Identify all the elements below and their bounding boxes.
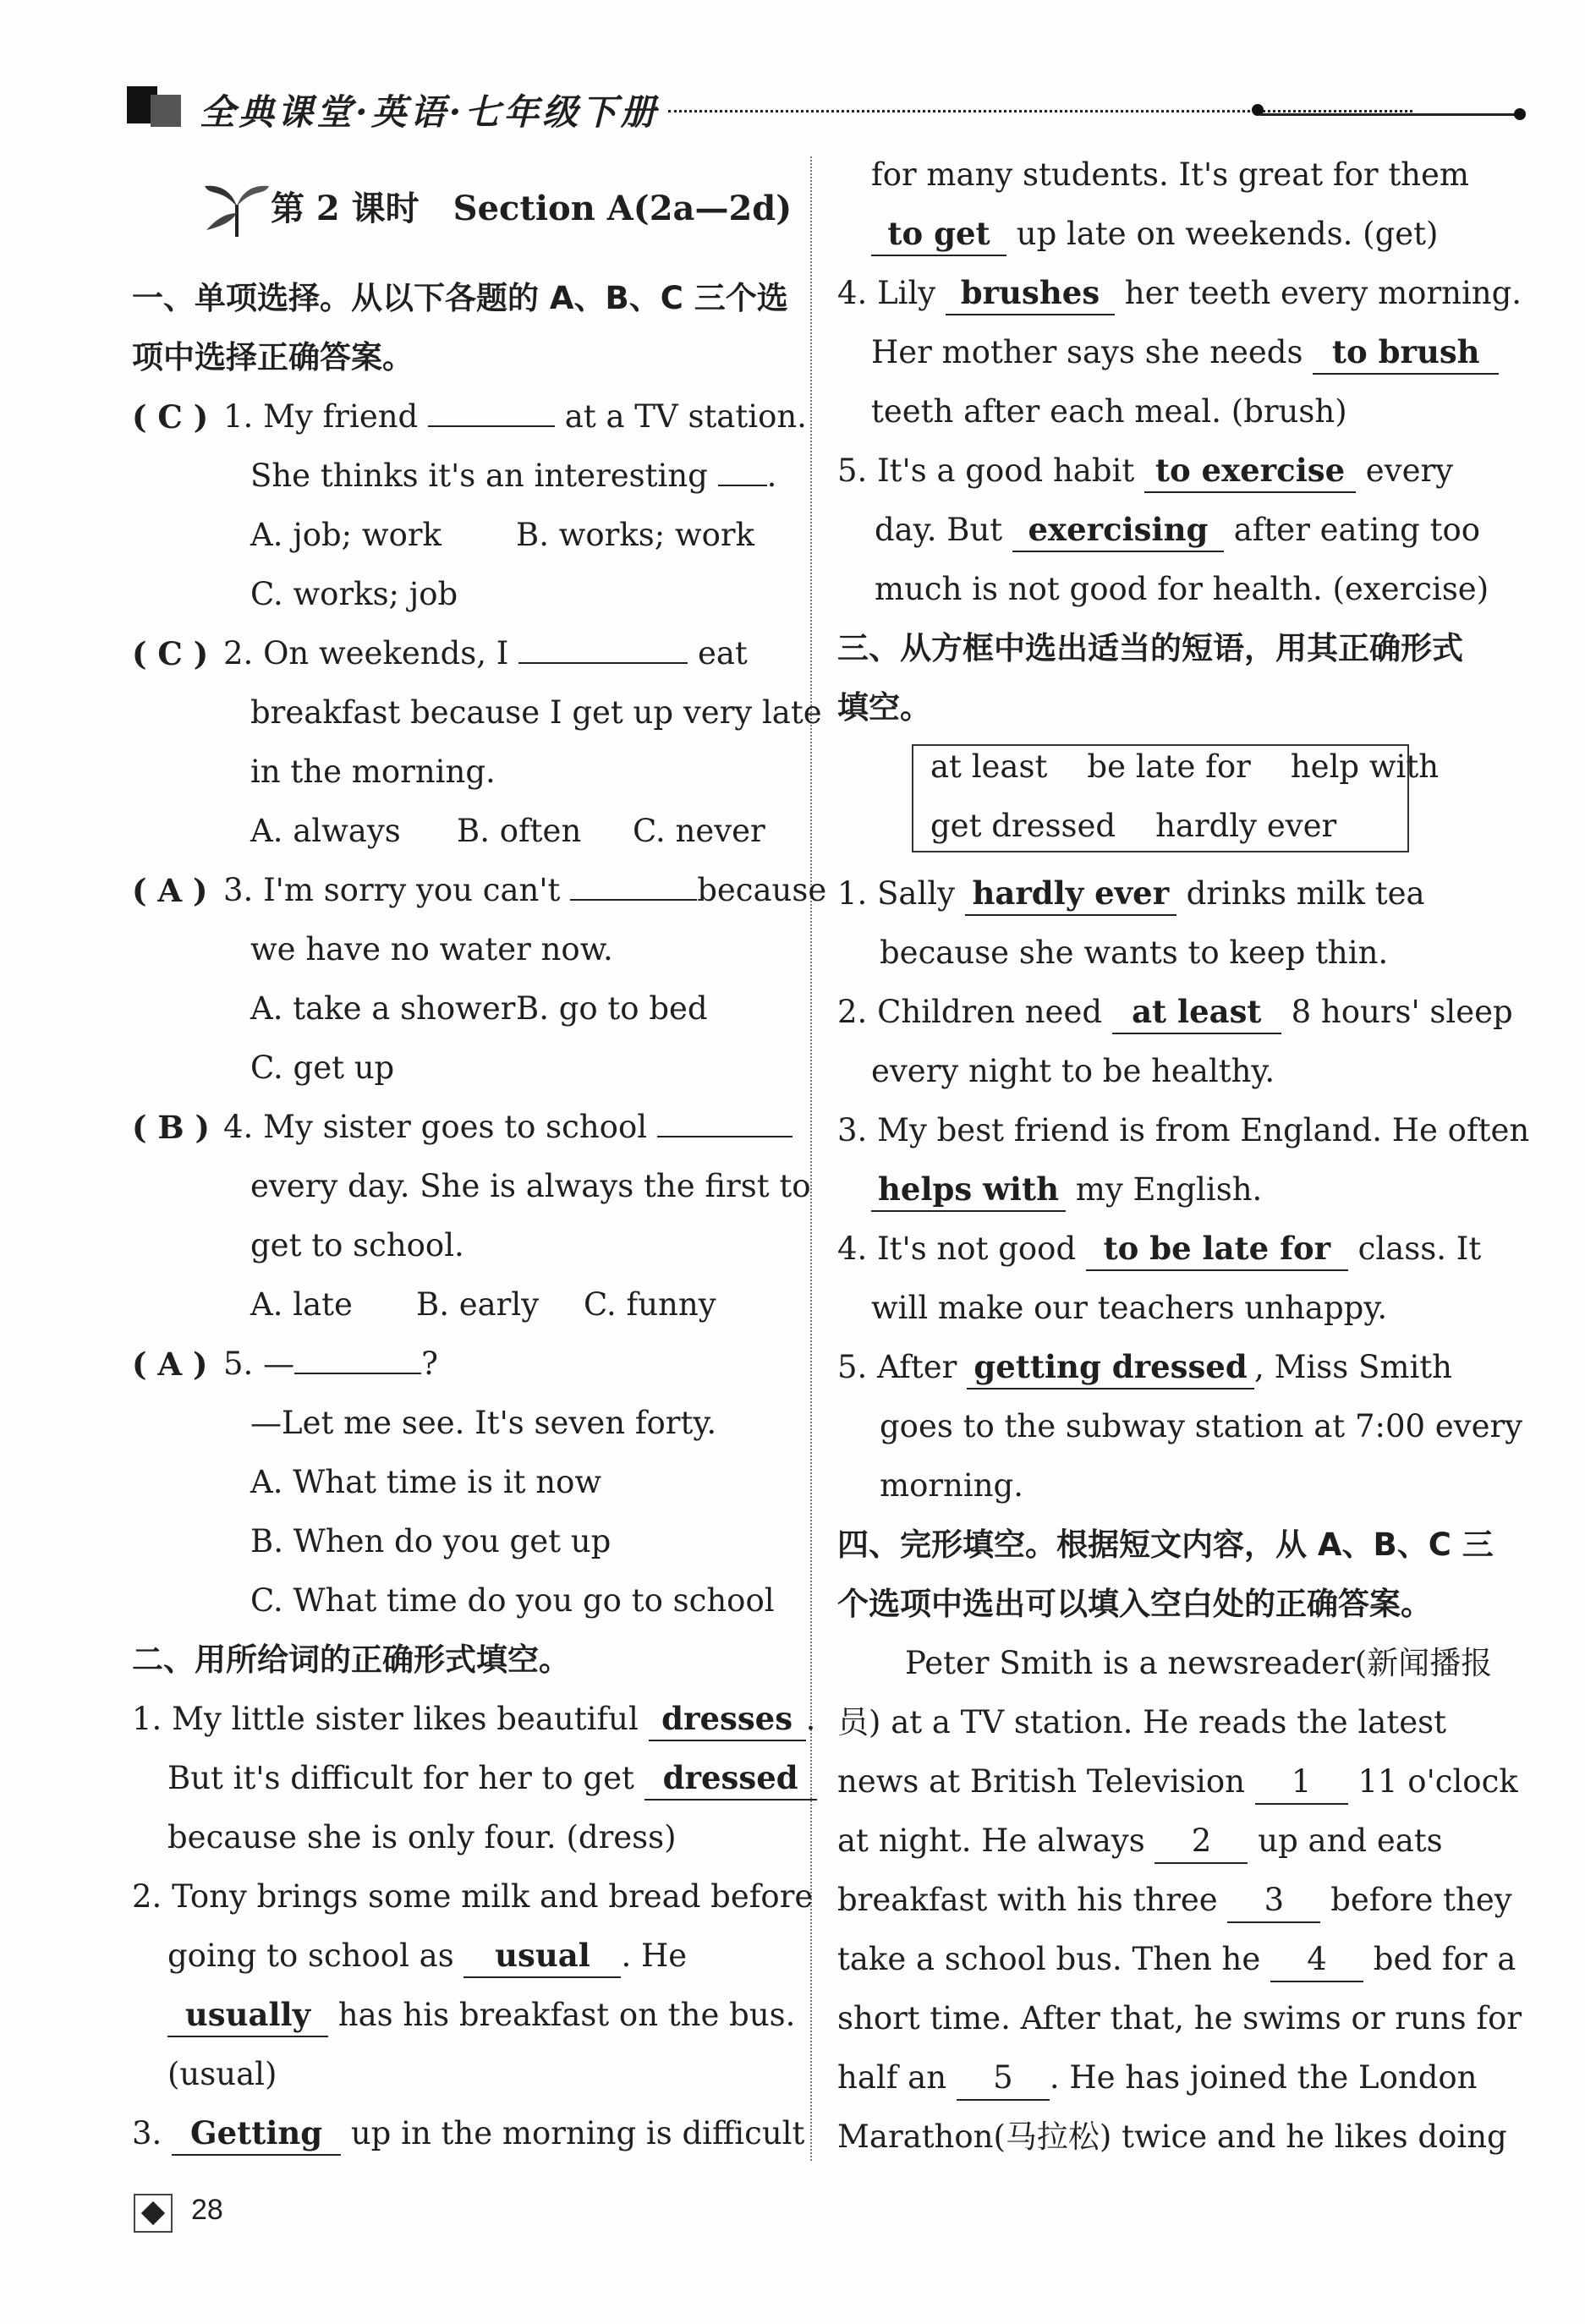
question-text: But it's difficult for her to get dressed bbox=[167, 1749, 817, 1808]
question-text: 2. Tony brings some milk and bread before bbox=[132, 1878, 814, 1915]
cloze-blank: 3 bbox=[1227, 1879, 1320, 1923]
question-text: 1. My friend at a TV station. bbox=[223, 398, 807, 435]
cloze-blank: 4 bbox=[1270, 1938, 1363, 1982]
passage-line: breakfast with his three 3 before they bbox=[837, 1871, 1512, 1930]
filled-answer: helps with bbox=[871, 1168, 1066, 1212]
phrase-row: at least be late for help with bbox=[930, 748, 1440, 785]
question-text: usually has his breakfast on the bus. bbox=[167, 1986, 795, 2045]
passage-line: at night. He always 2 up and eats bbox=[837, 1812, 1443, 1871]
section-heading: 三、从方框中选出适当的短语，用其正确形式 bbox=[837, 630, 1463, 666]
filled-answer: dressed bbox=[644, 1757, 817, 1801]
header-dotted-rule bbox=[668, 110, 1412, 112]
question-text: teeth after each meal. (brush) bbox=[871, 393, 1347, 430]
question-text: helps with my English. bbox=[871, 1160, 1262, 1220]
question-text: much is not good for health. (exercise) bbox=[875, 571, 1489, 607]
answer-mark: ( A ) bbox=[132, 872, 208, 909]
filled-answer: usual bbox=[463, 1934, 621, 1978]
header-logo-icon bbox=[127, 86, 181, 127]
question-text: because she is only four. (dress) bbox=[167, 1819, 677, 1855]
question-text: 3. I'm sorry you can't because bbox=[223, 872, 827, 908]
question-text: in the morning. bbox=[250, 754, 496, 790]
question-text: because she wants to keep thin. bbox=[880, 935, 1389, 971]
question-text: to get up late on weekends. (get) bbox=[871, 205, 1438, 264]
answer-mark: ( C ) bbox=[132, 398, 209, 436]
section-heading: 项中选择正确答案。 bbox=[132, 339, 414, 375]
option: C. get up bbox=[250, 1050, 395, 1086]
filled-answer: getting dressed bbox=[967, 1346, 1254, 1389]
filled-answer: Getting bbox=[172, 2112, 341, 2156]
answer-mark: ( A ) bbox=[132, 1346, 208, 1383]
passage-line: 员) at a TV station. He reads the latest bbox=[837, 1704, 1446, 1740]
lesson-title: 第 2 课时 Section A(2a—2d) bbox=[271, 189, 792, 228]
question-text: day. But exercising after eating too bbox=[875, 501, 1480, 560]
passage-line: news at British Television 1 11 o'clock bbox=[837, 1752, 1518, 1812]
question-text: get to school. bbox=[250, 1227, 464, 1263]
leaf-icon bbox=[203, 179, 271, 238]
question-text: 3. Getting up in the morning is difficult bbox=[132, 2104, 804, 2163]
filled-answer: to brush bbox=[1313, 331, 1499, 375]
answer-mark: ( C ) bbox=[132, 635, 209, 672]
question-text: morning. bbox=[880, 1467, 1023, 1504]
option: B. When do you get up bbox=[250, 1523, 612, 1559]
option: B. works; work bbox=[516, 517, 755, 553]
question-text: every night to be healthy. bbox=[871, 1053, 1275, 1089]
filled-answer: dresses bbox=[649, 1697, 806, 1741]
page-marker-icon bbox=[134, 2194, 173, 2233]
section-heading: 个选项中选出可以填入空白处的正确答案。 bbox=[837, 1586, 1432, 1622]
filled-answer: to exercise bbox=[1144, 449, 1356, 493]
section-heading: 四、完形填空。根据短文内容，从 A、B、C 三 bbox=[837, 1526, 1494, 1563]
question-text: 1. My little sister likes beautiful dresses . bbox=[132, 1690, 815, 1749]
option: A. job; work bbox=[250, 517, 441, 553]
passage-line: short time. After that, he swims or runs for bbox=[837, 2000, 1522, 2036]
question-text: 3. My best friend is from England. He often bbox=[837, 1112, 1530, 1148]
filled-answer: hardly ever bbox=[965, 872, 1176, 916]
passage-line: Peter Smith is a newsreader(新闻播报 bbox=[905, 1645, 1493, 1681]
question-text: —Let me see. It's seven forty. bbox=[250, 1405, 717, 1441]
question-text: for many students. It's great for them bbox=[871, 156, 1469, 193]
option: A. What time is it now bbox=[250, 1464, 602, 1500]
question-text: 2. Children need at least 8 hours' sleep bbox=[837, 983, 1513, 1042]
filled-answer: at least bbox=[1112, 990, 1281, 1034]
answer-mark: ( B ) bbox=[132, 1109, 211, 1146]
option: B. early bbox=[416, 1286, 540, 1323]
question-text: breakfast because I get up very late bbox=[250, 694, 822, 731]
question-text: She thinks it's an interesting . bbox=[250, 458, 777, 494]
question-text: every day. She is always the first to bbox=[250, 1168, 811, 1204]
option: B. go to bed bbox=[516, 990, 708, 1027]
passage-line: Marathon(马拉松) twice and he likes doing bbox=[837, 2118, 1507, 2155]
passage-line: half an 5 . He has joined the London bbox=[837, 2048, 1478, 2107]
question-text: 2. On weekends, I eat bbox=[223, 635, 748, 671]
question-text: will make our teachers unhappy. bbox=[871, 1290, 1388, 1326]
option: B. often bbox=[457, 813, 582, 849]
question-text: 5. — ? bbox=[223, 1346, 438, 1382]
question-text: going to school as usual . He bbox=[167, 1927, 687, 1986]
option: C. never bbox=[633, 813, 765, 849]
phrase-row: get dressed hardly ever bbox=[930, 808, 1337, 844]
cloze-blank: 2 bbox=[1154, 1820, 1248, 1864]
filled-answer: usually bbox=[167, 1993, 328, 2037]
option: A. take a shower bbox=[250, 990, 516, 1027]
section-heading: 一、单项选择。从以下各题的 A、B、C 三个选 bbox=[132, 280, 788, 316]
question-text: 4. My sister goes to school bbox=[223, 1098, 792, 1157]
section-heading: 二、用所给词的正确形式填空。 bbox=[132, 1642, 570, 1678]
header-solid-rule bbox=[1260, 113, 1522, 116]
question-text: 1. Sally hardly ever drinks milk tea bbox=[837, 864, 1425, 924]
filled-answer: to be late for bbox=[1086, 1227, 1348, 1271]
question-text: (usual) bbox=[167, 2056, 277, 2092]
option: A. late bbox=[250, 1286, 353, 1323]
section-heading: 填空。 bbox=[837, 689, 931, 726]
filled-answer: exercising bbox=[1012, 508, 1224, 552]
cloze-blank: 1 bbox=[1255, 1761, 1348, 1805]
header-dot bbox=[1514, 108, 1526, 120]
option: C. What time do you go to school bbox=[250, 1582, 775, 1619]
question-text: 4. Lily brushes her teeth every morning. bbox=[837, 264, 1522, 323]
question-text: goes to the subway station at 7:00 every bbox=[880, 1408, 1523, 1444]
filled-answer: brushes bbox=[946, 271, 1115, 315]
option: A. always bbox=[250, 813, 401, 849]
page-number: 28 bbox=[191, 2194, 223, 2226]
question-text: we have no water now. bbox=[250, 931, 613, 967]
passage-line: take a school bus. Then he 4 bed for a bbox=[837, 1930, 1516, 1989]
option: C. works; job bbox=[250, 576, 458, 612]
filled-answer: to get bbox=[871, 212, 1006, 256]
option: C. funny bbox=[584, 1286, 716, 1323]
question-text: 5. After getting dressed , Miss Smith bbox=[837, 1338, 1452, 1397]
question-text: 4. It's not good to be late for class. It bbox=[837, 1220, 1481, 1279]
cloze-blank: 5 bbox=[957, 2057, 1050, 2101]
page-header bbox=[127, 81, 1412, 140]
question-text: 5. It's a good habit to exercise every bbox=[837, 441, 1453, 501]
header-title: 全典课堂·英语·七年级下册 bbox=[200, 91, 660, 133]
question-text: Her mother says she needs to brush bbox=[871, 323, 1499, 382]
